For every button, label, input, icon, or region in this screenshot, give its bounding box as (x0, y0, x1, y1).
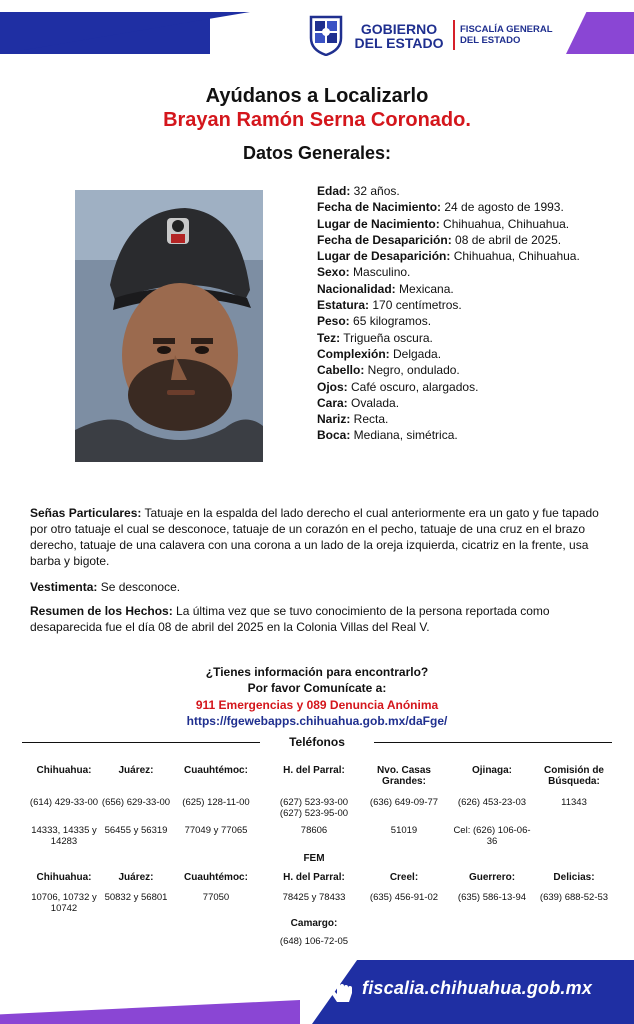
office-phone: (626) 453-23-03 (457, 797, 527, 808)
office-phone: (627) 523-93-00 (627) 523-95-00 (279, 797, 349, 819)
detail-value: Ovalada. (347, 395, 400, 410)
header-banner (0, 0, 634, 60)
report-link[interactable]: https://fgewebapps.chihuahua.gob.mx/daFge/ (186, 714, 448, 728)
detail-label: Peso: (317, 314, 350, 329)
office-phone: (656) 629-33-00 (101, 797, 171, 808)
fem-office-header: Delicias: (553, 872, 595, 883)
detail-row (317, 199, 587, 215)
fem-office-phone: (639) 688-52-53 (539, 892, 609, 903)
detail-value: Mediana, simétrica. (350, 428, 458, 443)
detail-label: Cabello: (317, 363, 365, 378)
phones-heading: Teléfonos (289, 735, 345, 749)
fem-office-header: Juárez: (118, 872, 154, 883)
fem-office-phone: 78425 y 78433 (282, 892, 346, 903)
fem-office-header: Chihuahua: (36, 872, 92, 883)
distinguishing-marks (30, 505, 610, 569)
fem-office-header: Creel: (389, 872, 419, 883)
detail-row (317, 281, 587, 297)
detail-label: Cara: (317, 395, 348, 410)
office-extension: Cel: (626) 106-06-36 (453, 825, 531, 847)
contact-question: ¿Tienes información para encontrarlo? (205, 665, 429, 679)
fem-office-header: H. del Parral: (283, 872, 345, 883)
footer-website[interactable]: fiscalia.chihuahua.gob.mx (362, 978, 593, 998)
detail-label: Nariz: (317, 412, 351, 427)
office-header: Juárez: (118, 765, 154, 776)
section-heading: Datos Generales: (242, 143, 392, 163)
detail-label: Lugar de Desaparición: (317, 249, 451, 264)
detail-label: Fecha de Desaparición: (317, 232, 452, 247)
office-header: Nvo. Casas Grandes: (377, 765, 431, 787)
fem-office-phone: (635) 456-91-02 (369, 892, 439, 903)
office-extension: 14333, 14335 y 14283 (31, 825, 97, 847)
detail-value: Mexicana. (395, 281, 454, 296)
office-header: Ojinaga: (471, 765, 512, 776)
detail-label: Nacionalidad: (317, 281, 396, 296)
footer-purple-band (0, 1000, 300, 1024)
detail-value: Café oscuro, alargados. (347, 379, 479, 394)
events-summary (30, 603, 610, 635)
office-extension: 77049 y 77065 (184, 825, 248, 836)
detail-value: 65 kilogramos. (349, 314, 432, 329)
detail-label: Lugar de Nacimiento: (317, 216, 440, 231)
detail-row (317, 313, 587, 329)
detail-row (317, 362, 587, 378)
clothing-text: Se desconoce. (97, 580, 181, 594)
detail-label: Sexo: (317, 265, 350, 280)
clothing-label: Vestimenta: (30, 580, 98, 594)
detail-label: Tez: (317, 330, 341, 345)
detail-row (317, 264, 587, 280)
detail-value: 32 años. (350, 184, 400, 198)
poster-title: Ayúdanos a Localizarlo (205, 85, 429, 107)
gobierno-wordmark: GOBIERNO DEL ESTADO (354, 21, 444, 51)
detail-value: Recta. (350, 412, 389, 427)
detail-label: Estatura: (317, 298, 370, 313)
office-header: Comisión de Búsqueda: (543, 765, 604, 787)
detail-row (317, 346, 587, 362)
pointer-click-icon (328, 976, 356, 1006)
header-purple-band (566, 12, 634, 54)
detail-row (317, 183, 587, 199)
office-extension: 78606 (300, 825, 328, 836)
detail-value: Chihuahua, Chihuahua. (439, 216, 570, 231)
header-divider (453, 20, 455, 50)
fem-office-header: Guerrero: (468, 872, 516, 883)
header-blue-wedge (0, 12, 250, 54)
office-extension: 56455 y 56319 (104, 825, 168, 836)
detail-label: Edad: (317, 184, 351, 198)
events-summary-text: La última vez que se tuvo conocimiento de la persona reportada como desaparecida fue el día 08 de abril del 2025 en la Colonia Villas del Real V. (30, 604, 550, 634)
detail-row (317, 232, 587, 248)
fem-office-phone: 77050 (202, 892, 230, 903)
detail-row (317, 330, 587, 346)
detail-value: 24 de agosto de 1993. (441, 200, 564, 215)
office-header: Cuauhtémoc: (184, 765, 248, 776)
office-header: H. del Parral: (283, 765, 345, 776)
distinguishing-marks-text: Tatuaje en la espalda del lado derecho el cual anteriormente era un gato y fue tapado por otro tatuaje el cual se desconoce, tatuaje de un corazón en el pecho, tatuaje de una cruz en el brazo derecho, tatuaje de una calavera con una corona a un lado de la oreja izquierda, cicatriz en la frente, usa barba y bigote. (30, 506, 599, 568)
camargo-phone: (648) 106-72-05 (279, 936, 349, 947)
office-phone: 11343 (561, 797, 587, 808)
clothing (30, 579, 610, 595)
emergency-numbers: 911 Emergencias y 089 Denuncia Anónima (195, 698, 439, 712)
detail-row (317, 395, 587, 411)
office-phone: (614) 429-33-00 (29, 797, 99, 808)
detail-row (317, 379, 587, 395)
office-extension: 51019 (390, 825, 418, 836)
detail-label: Fecha de Nacimiento: (317, 200, 442, 215)
detail-label: Complexión: (317, 346, 390, 361)
detail-label: Ojos: (317, 379, 348, 394)
detail-value: 170 centímetros. (369, 298, 462, 313)
fiscalia-wordmark: FISCALÍA GENERAL DEL ESTADO (460, 24, 553, 46)
detail-value: Chihuahua, Chihuahua. (450, 249, 580, 264)
phones-grid (22, 765, 616, 955)
detail-value: Trigueña oscura. (340, 330, 433, 345)
office-header: Chihuahua: (36, 765, 92, 776)
office-phone: (625) 128-11-00 (182, 797, 250, 808)
detail-value: Masculino. (349, 265, 411, 280)
state-shield-logo (308, 14, 344, 56)
detail-label: Boca: (317, 428, 351, 443)
detail-row (317, 216, 587, 232)
detail-row (317, 248, 587, 264)
general-data-list (317, 183, 587, 444)
detail-value: 08 de abril de 2025. (451, 232, 562, 247)
fem-office-header: Cuauhtémoc: (184, 872, 248, 883)
detail-value: Delgada. (389, 346, 442, 361)
distinguishing-marks-label: Señas Particulares: (30, 506, 142, 520)
events-summary-label: Resumen de los Hechos: (30, 604, 173, 618)
fem-heading: FEM (303, 853, 325, 864)
office-phone: (636) 649-09-77 (369, 797, 439, 808)
detail-value: Negro, ondulado. (364, 363, 460, 378)
fem-office-phone: 50832 y 56801 (104, 892, 168, 903)
fem-office-phone: 10706, 10732 y 10742 (31, 892, 97, 914)
person-photo (75, 190, 263, 462)
fem-office-phone: (635) 586-13-94 (457, 892, 527, 903)
detail-row (317, 411, 587, 427)
detail-row (317, 297, 587, 313)
detail-row (317, 427, 587, 443)
contact-please: Por favor Comunícate a: (247, 681, 387, 695)
camargo-header: Camargo: (290, 918, 338, 929)
missing-person-name: Brayan Ramón Serna Coronado. (163, 109, 471, 131)
